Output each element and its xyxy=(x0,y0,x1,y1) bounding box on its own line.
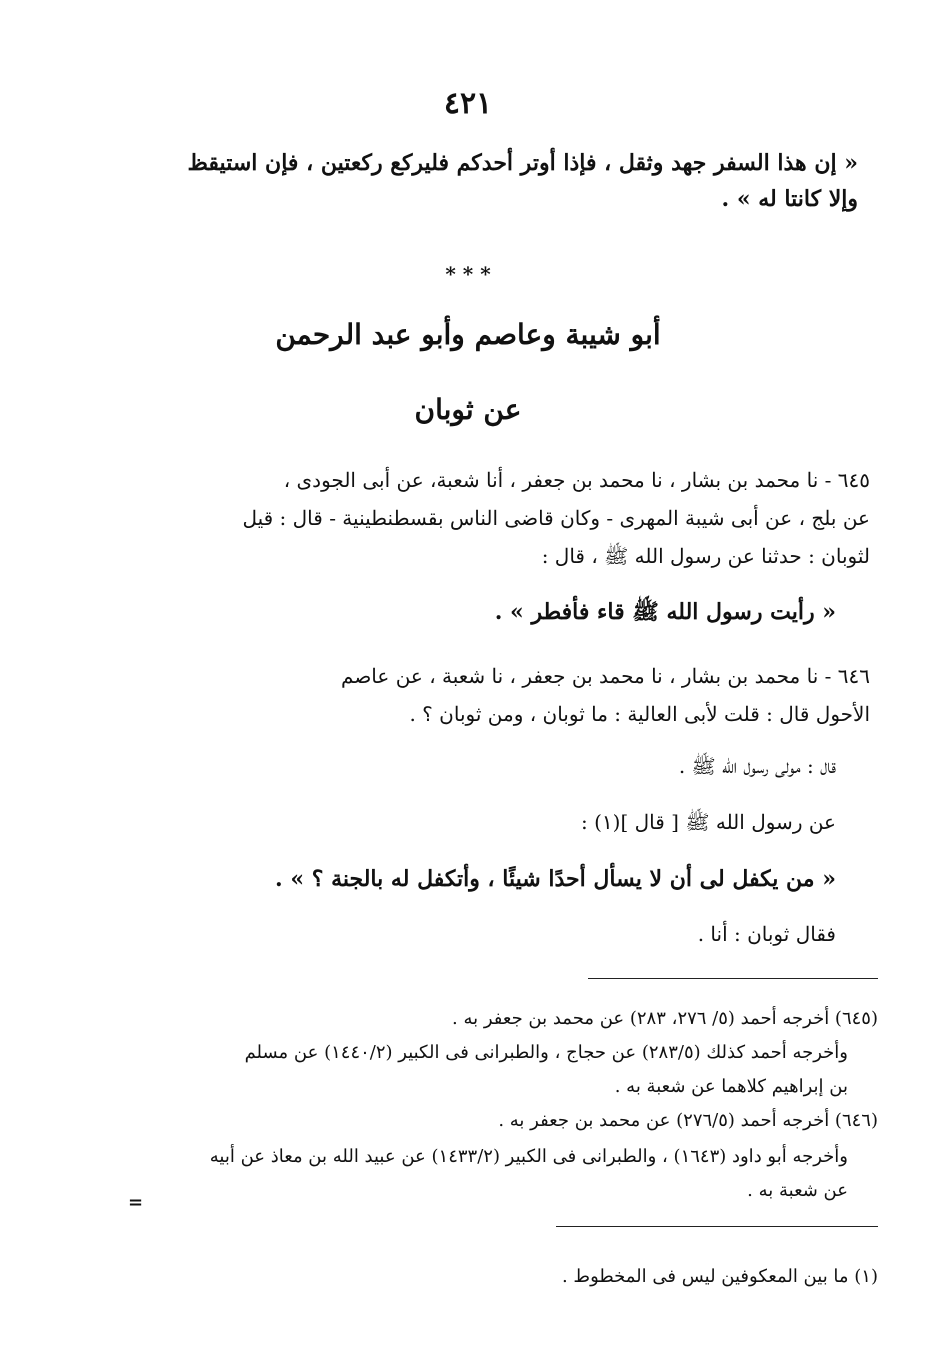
entry-645-hadith: « رأيت رسول الله ﷺ قاء فأفطر » . xyxy=(494,599,836,625)
top-hadith-line-2: وإلا كانتا له » . xyxy=(721,186,858,212)
footnote-divider xyxy=(588,978,878,979)
entry-645-line-1: ٦٤٥ - نا محمد بن بشار ، نا محمد بن جعفر ، أنا شعبة، عن أبى الجودى ، xyxy=(283,468,870,492)
bottom-note-divider xyxy=(556,1226,878,1227)
entry-646-line-2: الأحول قال : قلت لأبى العالية : ما ثوبان ، ومن ثوبان ؟ . xyxy=(409,702,870,726)
page-number: ٤٢١ xyxy=(443,86,493,121)
footnote-line-6: عن شعبة به . xyxy=(747,1180,848,1201)
footnote-line-4: (٦٤٦) أخرجه أحمد (٢٧٦/٥) عن محمد بن جعفر به . xyxy=(498,1110,878,1131)
entry-646-an-rasul: عن رسول الله ﷺ [ قال ](١) : xyxy=(581,810,836,834)
entry-646-hadith: « من يكفل لى أن لا يسأل أحدًا شيئًا ، وأتكفل له بالجنة ؟ » . xyxy=(275,866,836,892)
entry-646-qala: قال : مولى رسول الله ﷺ . xyxy=(678,754,836,778)
footnote-line-3: بن إبراهيم كلاهما عن شعبة به . xyxy=(614,1076,848,1097)
chapter-heading-line-1: أبو شيبة وعاصم وأبو عبد الرحمن xyxy=(275,318,661,351)
continuation-mark: = xyxy=(128,1192,144,1213)
footnote-line-1: (٦٤٥) أخرجه أحمد (٥/ ٢٧٦، ٢٨٣) عن محمد بن جعفر به . xyxy=(452,1008,878,1029)
bottom-note: (١) ما بين المعكوفين ليس فى المخطوط . xyxy=(561,1266,878,1287)
entry-645-line-2: عن بلج ، عن أبى شيبة المهرى - وكان قاضى الناس بقسطنطينية - قال : قيل xyxy=(242,506,870,530)
entry-646-line-1: ٦٤٦ - نا محمد بن بشار ، نا محمد بن جعفر ، نا شعبة ، عن عاصم xyxy=(341,664,870,688)
section-separator: * * * xyxy=(445,262,491,286)
entry-646-closing: فقال ثوبان : أنا . xyxy=(697,922,836,946)
chapter-heading-line-2: عن ثوبان xyxy=(414,393,522,426)
entry-645-line-3: لثوبان : حدثنا عن رسول الله ﷺ ، قال : xyxy=(541,544,870,568)
footnote-line-5: وأخرجه أبو داود (١٦٤٣) ، والطبرانى فى الكبير (١٤٣٣/٢) عن عبيد الله بن معاذ عن أبيه xyxy=(209,1146,848,1167)
top-hadith-line-1: « إن هذا السفر جهد وثقل ، فإذا أوتر أحدكم فليركع ركعتين ، فإن استيقظ xyxy=(187,150,858,176)
footnote-line-2: وأخرجه أحمد كذلك (٢٨٣/٥) عن حجاج ، والطبرانى فى الكبير (١٤٤٠/٢) عن مسلم xyxy=(244,1042,848,1063)
